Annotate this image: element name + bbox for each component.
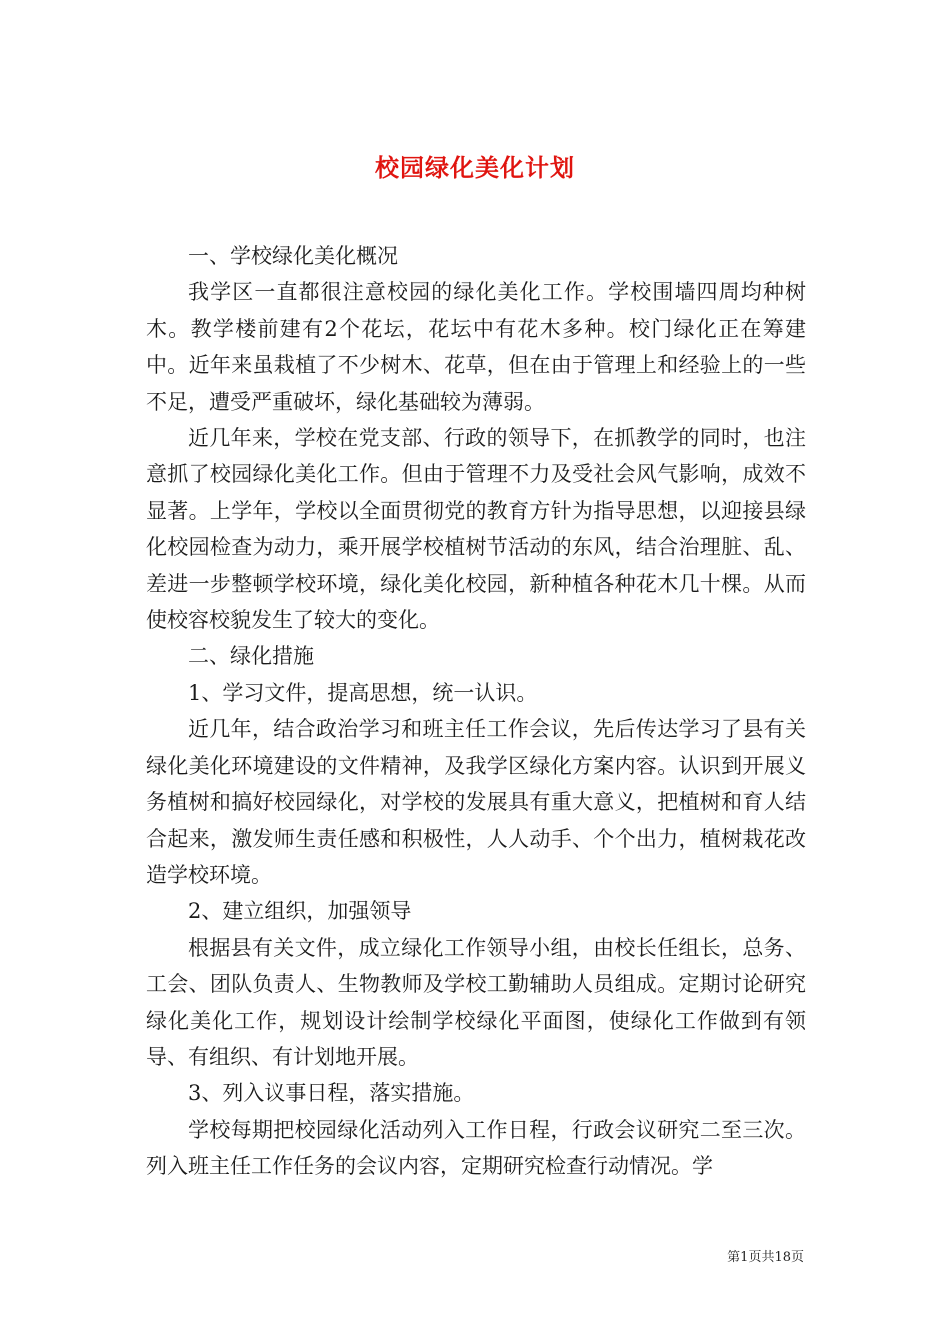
- page-number: 第1页共18页: [727, 1250, 804, 1265]
- document-body: [146, 238, 806, 1185]
- section-heading-overview: 一、学校绿化美化概况: [188, 244, 398, 268]
- paragraph: 近几年来，学校在党支部、行政的领导下，在抓教学的同时，也注意抓了校园绿化美化工作。但由于管理不力及受社会风气影响，成效不显著。上学年，学校以全面贯彻党的教育方针为指导思想，以迎接县绿化校园检查为动力，乘开展学校植树节活动的东风，结合治理脏、乱、差进一步整顿学校环境，绿化美化校园，新种植各种花木几十棵。从而使校容校貌发生了较大的变化。: [146, 426, 806, 633]
- paragraph: 近几年，结合政治学习和班主任工作会议，先后传达学习了县有关绿化美化环境建设的文件精神，及我学区绿化方案内容。认识到开展义务植树和搞好校园绿化，对学校的发展具有重大意义，把植树和育人结合起来，激发师生责任感和积极性，人人动手、个个出力，植树栽花改造学校环境。: [146, 717, 806, 887]
- subheading-3: 3、列入议事日程，落实措施。: [188, 1081, 475, 1106]
- paragraph: 学校每期把校园绿化活动列入工作日程，行政会议研究二至三次。列入班主任工作任务的会议内容，定期研究检查行动情况。学: [146, 1117, 806, 1179]
- paragraph: 我学区一直都很注意校园的绿化美化工作。学校围墙四周均种树木。教学楼前建有2个花坛，花坛中有花木多种。校门绿化正在筹建中。近年来虽栽植了不少树木、花草，但在由于管理上和经验上的一些不足，遭受严重破坏，绿化基础较为薄弱。: [146, 280, 806, 414]
- subheading-2: 2、建立组织，加强领导: [188, 899, 412, 924]
- document-title: 校园绿化美化计划: [375, 153, 575, 183]
- subheading-1: 1、学习文件，提高思想，统一认识。: [188, 680, 538, 705]
- section-heading-measures: 二、绿化措施: [188, 644, 314, 669]
- paragraph: 根据县有关文件，成立绿化工作领导小组，由校长任组长，总务、工会、团队负责人、生物教师及学校工勤辅助人员组成。定期讨论研究绿化美化工作，规划设计绘制学校绿化平面图，使绿化工作做到有领导、有组织、有计划地开展。: [146, 935, 806, 1069]
